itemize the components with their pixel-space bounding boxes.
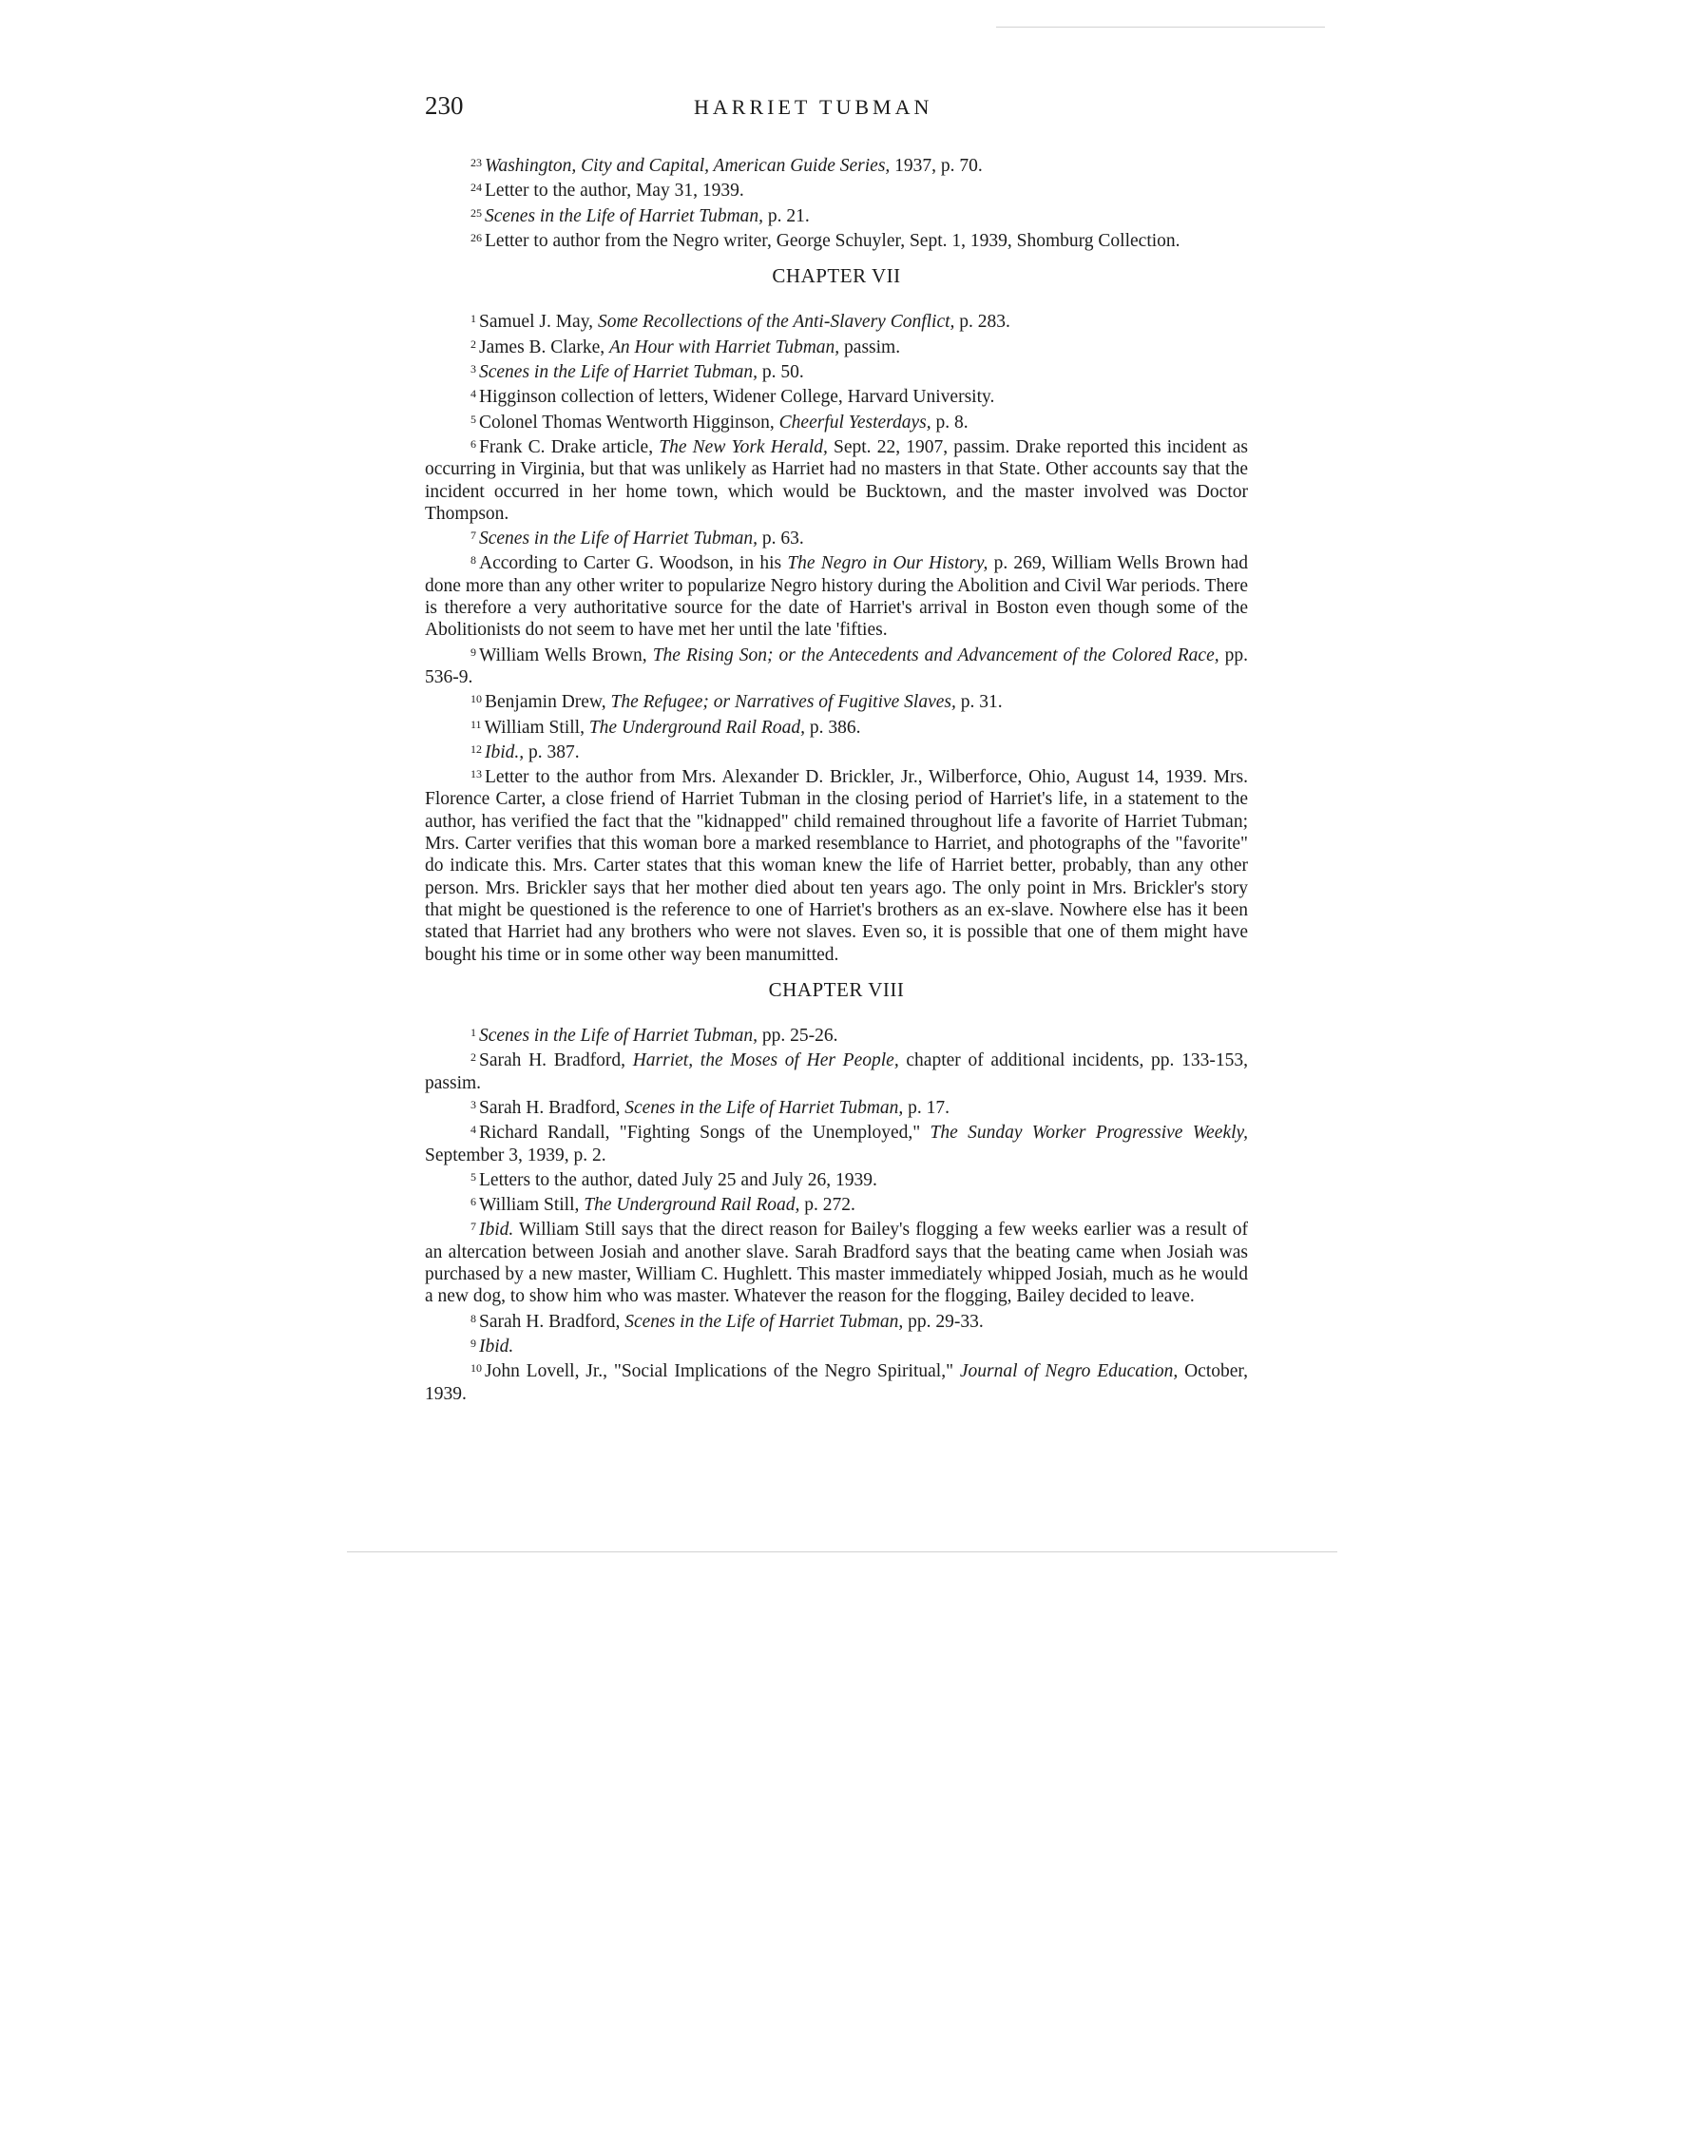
footnote: [425, 763, 1248, 966]
scan-bottom-rule: [347, 1551, 1337, 1552]
footnote-text: p. 17.: [903, 1097, 950, 1118]
footnote: [425, 383, 1248, 408]
footnote-number: 10: [470, 1361, 482, 1376]
footnote: [425, 714, 1248, 739]
footnote: [425, 202, 1248, 227]
footnote: [425, 334, 1248, 358]
footnote-number: 23: [470, 156, 482, 169]
scan-top-rule: [996, 27, 1325, 28]
footnote-number: 10: [470, 692, 482, 706]
footnote-text: Letter to the author, May 31, 1939.: [485, 181, 744, 202]
footnote-text: chapter of additional incidents, pp. 133-153, passim.: [425, 1050, 1248, 1093]
footnote-title: Scenes in the Life of Harriet Tubman,: [479, 1026, 758, 1047]
footnote-text: pp. 25-26.: [758, 1026, 838, 1047]
footnote-text: pp. 536-9.: [425, 645, 1248, 687]
footnote-text: p. 269, William Wells Brown had done more than any other writer to popularize Negro history during the Abolition and Civil War periods. There is therefore a very authoritative source for the date of Harriet's arrival in Boston even though some of the Abolitionists do not seem to have met her until the late 'fifties.: [425, 553, 1248, 641]
footnote: [425, 1047, 1248, 1094]
footnote-text: p. 21.: [763, 205, 810, 226]
chapter-heading: CHAPTER VIII: [768, 977, 905, 1001]
footnote-title: Some Recollections of the Anti-Slavery Conflict,: [597, 312, 955, 333]
footnote-title: Ibid.,: [485, 741, 525, 762]
footnote-number: 6: [470, 436, 476, 451]
footnote-title: An Hour with Harriet Tubman,: [609, 337, 840, 357]
page-header: [425, 91, 1247, 129]
footnote-title: The Rising Son; or the Antecedents and Advancement of the Colored Race,: [652, 645, 1219, 665]
footnote-title: The Negro in Our History,: [787, 553, 988, 574]
footnote-title: The Underground Rail Road,: [584, 1195, 800, 1216]
footnote-number: 5: [470, 1169, 476, 1184]
footnote-text: James B. Clarke,: [479, 337, 610, 357]
footnote: [425, 227, 1248, 252]
footnote-number: 2: [470, 337, 476, 351]
footnote-text: William Wells Brown,: [479, 645, 653, 665]
footnote: [425, 1094, 1248, 1119]
footnote: [425, 739, 1248, 763]
footnote-text: Samuel J. May,: [479, 312, 598, 333]
footnote-title: The New York Herald,: [659, 436, 828, 457]
footnote-text: p. 283.: [954, 312, 1010, 333]
footnote-title: Cheerful Yesterdays,: [778, 412, 931, 433]
footnote-title: Journal of Negro Education,: [959, 1361, 1179, 1382]
footnote-text: p. 63.: [758, 529, 804, 549]
footnote-title: Scenes in the Life of Harriet Tubman,: [624, 1311, 904, 1332]
footnote-number: 4: [470, 387, 476, 401]
footnote: [425, 152, 1248, 177]
footnote-number: 25: [470, 205, 482, 220]
footnote-text: William Still says that the direct reason for Bailey's flogging a few weeks earlier was a result of an altercation between Josiah and another slave. Sarah Bradford says that the beating came when Josiah was purchased by a new master, William C. Hughlett. This master immediately whipped Josiah, much as he would a new dog, to show him who was master. Whatever the reason for the flogging, Bailey decided to leave.: [425, 1220, 1248, 1307]
footnote: [425, 1166, 1248, 1191]
footnote-number: 12: [470, 741, 482, 756]
chapter-heading: CHAPTER VII: [772, 264, 901, 288]
footnote-number: 1: [470, 1026, 476, 1040]
footnote-text: Sarah H. Bradford,: [479, 1097, 625, 1118]
footnote-number: 6: [470, 1195, 476, 1209]
footnote-number: 3: [470, 362, 476, 376]
footnote-number: 8: [470, 1311, 476, 1325]
footnote-number: 9: [470, 1336, 476, 1350]
footnote-number: 7: [470, 1220, 476, 1234]
footnote-number: 9: [470, 645, 476, 659]
footnote-text: Letter to author from the Negro writer, George Schuyler, Sept. 1, 1939, Shomburg Collection.: [485, 230, 1180, 251]
footnote: [425, 642, 1248, 689]
footnote-title: The Underground Rail Road,: [588, 717, 805, 738]
footnote-title: Harriet, the Moses of Her People,: [632, 1050, 899, 1071]
footnote-title: Washington, City and Capital, American Guide Series,: [485, 156, 891, 176]
footnote-text: Frank C. Drake article,: [479, 436, 660, 457]
footnote-text: p. 387.: [524, 741, 580, 762]
footnote-text: According to Carter G. Woodson, in his: [479, 553, 788, 574]
footnote-text: William Still,: [484, 717, 589, 738]
footnote-text: October, 1939.: [425, 1361, 1248, 1404]
footnote-number: 2: [470, 1050, 476, 1065]
footnote-text: p. 272.: [799, 1195, 855, 1216]
footnote: [425, 177, 1248, 202]
footnote-text: Richard Randall, "Fighting Songs of the Unemployed,": [479, 1123, 931, 1144]
running-head: HARRIET TUBMAN: [694, 95, 933, 119]
footnote: [425, 1119, 1248, 1166]
footnote-number: 4: [470, 1123, 476, 1137]
footnote: [425, 1022, 1248, 1047]
footnote-number: 3: [470, 1097, 476, 1111]
footnote-text: pp. 29-33.: [903, 1311, 984, 1332]
footnote-text: 1937, p. 70.: [890, 156, 983, 176]
footnote-text: Sept. 22, 1907, passim. Drake reported this incident as occurring in Virginia, but that was unlikely as Harriet had no masters in that State. Other accounts say that the incident occurred in her home town, which would be Bucktown, and the master involved was Doctor Thompson.: [425, 436, 1248, 524]
footnote: [425, 1191, 1248, 1216]
footnote: [425, 308, 1248, 333]
footnote-text: Letter to the author from Mrs. Alexander D. Brickler, Jr., Wilberforce, Ohio, August 14, 1939. Mrs. Florence Carter, a close friend of Harriet Tubman in the closing period of Harriet's life, in a statement to the author, has verified the fact that the "kidnapped" child remained throughout life a favorite of Harriet Tubman; Mrs. Carter verifies that this woman bore a marked resemblance to Harriet, and photographs of the "favorite" do indicate this. Mrs. Carter states that this woman knew the life of Harriet better, probably, than any other person. Mrs. Brickler says that her mother died about ten years ago. The only point in Mrs. Brickler's story that might be questioned is the reference to one of Harriet's brothers as an ex-slave. Nowhere else has it been stated that Harriet had any brothers who were not slaves. Even so, it is possible that one of them might have bought his time or in some other way been manumitted.: [425, 767, 1248, 965]
footnote-text: p. 50.: [758, 362, 804, 383]
footnote: [425, 358, 1248, 383]
footnote-title: Scenes in the Life of Harriet Tubman,: [479, 529, 758, 549]
footnote-text: Sarah H. Bradford,: [479, 1311, 625, 1332]
footnote-title: The Sunday Worker Progressive Weekly,: [930, 1123, 1248, 1144]
footnote-text: John Lovell, Jr., "Social Implications of the Negro Spiritual,": [485, 1361, 960, 1382]
footnote-text: Letters to the author, dated July 25 and July 26, 1939.: [479, 1169, 877, 1190]
footnote-text: Colonel Thomas Wentworth Higginson,: [479, 412, 779, 433]
footnote-number: 13: [470, 767, 482, 781]
footnote-text: p. 386.: [804, 717, 861, 738]
footnote-text: p. 8.: [931, 412, 969, 433]
footnote-number: 8: [470, 553, 476, 568]
footnote-text: Benjamin Drew,: [485, 692, 611, 713]
footnote-title: Scenes in the Life of Harriet Tubman,: [624, 1097, 904, 1118]
footnote-text: Sarah H. Bradford,: [479, 1050, 633, 1071]
footnote-text: September 3, 1939, p. 2.: [425, 1145, 606, 1165]
footnote-number: 5: [470, 412, 476, 426]
footnote: [425, 688, 1248, 713]
footnote-title: Ibid.: [479, 1220, 514, 1241]
footnote: [425, 1308, 1248, 1333]
footnote-number: 1: [470, 312, 476, 326]
footnote-number: 11: [470, 717, 482, 731]
page-number: 230: [425, 91, 464, 120]
footnote-text: William Still,: [479, 1195, 585, 1216]
footnote-number: 7: [470, 529, 476, 543]
footnote-title: Scenes in the Life of Harriet Tubman,: [479, 362, 758, 383]
footnote-text: passim.: [839, 337, 901, 357]
footnote: [425, 549, 1248, 641]
footnote: [425, 1333, 1248, 1357]
footnote: [425, 1216, 1248, 1307]
footnote-title: The Refugee; or Narratives of Fugitive Slaves,: [610, 692, 956, 713]
footnote-title: Scenes in the Life of Harriet Tubman,: [485, 205, 764, 226]
footnote-number: 24: [470, 181, 482, 195]
footnote-text: Higginson collection of letters, Widener College, Harvard University.: [479, 387, 995, 408]
footnote: [425, 525, 1248, 549]
footnote-title: Ibid.: [479, 1336, 514, 1357]
footnote: [425, 409, 1248, 433]
footnote: [425, 433, 1248, 525]
endnotes: [425, 152, 1248, 1405]
footnote: [425, 1357, 1248, 1405]
footnote-text: p. 31.: [955, 692, 1003, 713]
footnote-number: 26: [470, 230, 482, 244]
